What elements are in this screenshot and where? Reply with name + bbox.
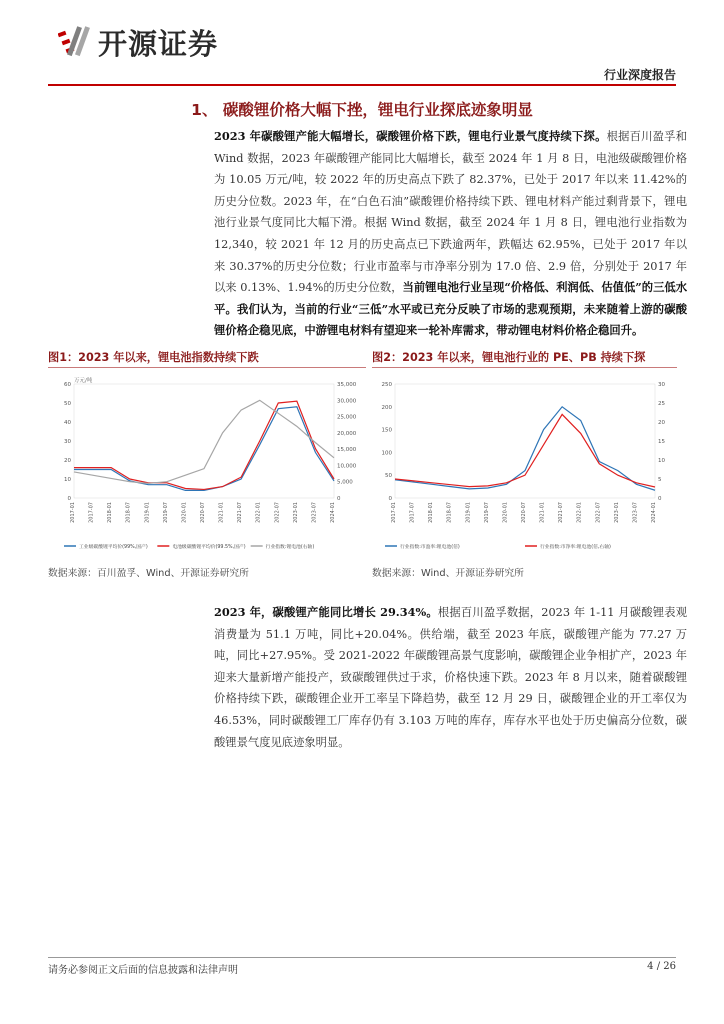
chart-2-x-tick: 2022-01 xyxy=(576,502,583,523)
chart-2-x-tick: 2023-07 xyxy=(632,502,639,523)
figure-2-title: 图2：2023 年以来，锂电池行业的 PE、PB 持续下探 xyxy=(372,351,646,364)
company-logo xyxy=(58,20,278,62)
figure-1-title: 图1：2023 年以来，锂电池指数持续下跌 xyxy=(48,351,259,364)
chart-1-x-tick: 2021-01 xyxy=(218,502,225,523)
chart-2-x-tick: 2017-07 xyxy=(409,502,416,523)
chart-1-x-tick: 2022-07 xyxy=(274,502,281,523)
chart-2-x-tick: 2018-07 xyxy=(446,502,453,523)
chart-1-y-right-tick: 15,000 xyxy=(337,447,357,454)
paragraph-1 xyxy=(214,126,687,342)
chart-1-legend-label: 工业级碳酸锂平均价(99%,国产) xyxy=(79,545,148,550)
page-number: 4 / 26 xyxy=(647,961,676,972)
paragraph-1-tail: 当前锂电池行业呈现“价格低、利润低、估值低”的三低水平。我们认为，当前的行业“三低”水平或已充分反映了市场的悲观预期，未来随着上游的碳酸锂价格企稳见底，中游锂电材料有望迎来一轮补库需求，带动锂电材料价格企稳回升。 xyxy=(214,280,688,338)
chart-1-y-left-tick: 60 xyxy=(64,382,71,388)
chart-2-y-right-tick: 0 xyxy=(658,496,662,502)
chart-2-series-line-1 xyxy=(395,407,655,490)
chart-1-series-line-2 xyxy=(74,401,334,489)
paragraph-1-lead: 2023 年碳酸锂产能大幅增长，碳酸锂价格下跌，锂电行业景气度持续下探。 xyxy=(214,129,607,143)
chart-1-y-left-tick: 20 xyxy=(64,458,71,464)
chart-2-x-tick: 2019-01 xyxy=(465,502,472,523)
chart-2-y-right-tick: 10 xyxy=(658,458,665,464)
chart-2-y-left-tick: 250 xyxy=(381,382,392,388)
chart-2-x-tick: 2017-01 xyxy=(391,502,397,523)
chart-1-x-tick: 2019-07 xyxy=(162,502,169,523)
chart-1-x-tick: 2021-07 xyxy=(237,502,244,523)
chart-1-x-tick: 2023-01 xyxy=(292,502,299,523)
figure-2-chart xyxy=(369,370,687,560)
chart-1-legend-label: 行业指数:锂电池(右轴) xyxy=(265,545,315,550)
chart-1-y-left-tick: 40 xyxy=(64,420,71,426)
header-divider xyxy=(48,84,676,86)
footer-divider xyxy=(48,957,676,958)
chart-2-y-right-tick: 30 xyxy=(658,382,665,388)
chart-2-x-tick: 2020-07 xyxy=(521,502,527,523)
chart-1-y-right-tick: 20,000 xyxy=(337,430,357,437)
chart-2-series-line-2 xyxy=(395,414,655,487)
chart-2-x-tick: 2023-01 xyxy=(613,502,620,523)
chart-1-y-left-tick: 0 xyxy=(67,496,71,502)
chart-2-y-right-tick: 5 xyxy=(658,477,662,483)
logo-text: 开源证券 xyxy=(98,27,219,61)
chart-2-plot-area xyxy=(395,384,655,498)
chart-2-x-tick: 2021-01 xyxy=(539,502,546,523)
chart-2-x-tick: 2020-01 xyxy=(502,502,509,523)
chart-2-y-left-tick: 200 xyxy=(381,404,392,411)
chart-1-series-line-1 xyxy=(74,407,334,491)
figure-1-chart xyxy=(48,370,366,560)
chart-2-x-tick: 2019-07 xyxy=(483,502,490,523)
chart-2-y-left-tick: 0 xyxy=(388,496,392,502)
chart-1-legend-label: 电池级碳酸锂平均价(99.5%,国产) xyxy=(172,545,246,550)
chart-1-x-tick: 2022-01 xyxy=(255,502,262,523)
chart-1-x-tick: 2017-01 xyxy=(70,502,76,523)
chart-1-y-right-tick: 30,000 xyxy=(337,398,357,405)
chart-1-y-right-tick: 35,000 xyxy=(337,382,357,388)
chart-2-legend-label: 行业指数:市盈率:锂电池(倍) xyxy=(400,545,460,550)
chart-1-x-tick: 2017-07 xyxy=(88,502,95,523)
paragraph-2-lead: 2023 年，碳酸锂产能同比增长 29.34%。 xyxy=(214,605,438,619)
chart-1-x-tick: 2018-07 xyxy=(125,502,132,523)
figure-1-source: 数据来源：百川盈孚、Wind、开源证券研究所 xyxy=(48,568,249,579)
chart-1-y-right-tick: 10,000 xyxy=(337,463,357,470)
chart-2-x-tick: 2024-01 xyxy=(651,502,657,523)
chart-2-y-left-tick: 50 xyxy=(385,473,392,480)
chart-1-y-left-tick: 30 xyxy=(64,439,71,445)
paragraph-2-body: 根据百川盈孚数据，2023 年 1-11 月碳酸锂表观消费量为 51.1 万吨，同比+20.04%。供给端，截至 2023 年底，碳酸锂产能为 77.27 万吨，同比+27.95%。受 2021-2022 年碳酸锂高景气度影响，碳酸锂企业争相扩产，2023 年迎来大量新增产能投产，致碳酸锂供过于求，价格快速下跌。2023 年 8 月以来，随着碳酸锂价格持续下跌，碳酸锂企业开工率呈下降趋势，截至 12 月 29 日，碳酸锂企业的开工率仅为 46.53%，同时碳酸锂工厂库存仍有 3.103 万吨的库存，库存水平也处于历史偏高分位数，碳酸锂景气度见底迹象明显。 xyxy=(214,606,687,749)
figure-2-source: 数据来源：Wind、开源证券研究所 xyxy=(372,568,524,579)
chart-1-unit-label: 万元/吨 xyxy=(74,378,93,384)
chart-2-y-right-tick: 25 xyxy=(658,401,665,407)
figure-2-rule xyxy=(372,367,677,368)
chart-2-y-left-tick: 100 xyxy=(381,450,392,457)
chart-1-y-left-tick: 10 xyxy=(64,477,71,483)
figure-1-rule xyxy=(48,367,366,368)
chart-2-x-tick: 2022-07 xyxy=(595,502,602,523)
chart-1-x-tick: 2023-07 xyxy=(311,502,318,523)
chart-1-y-right-tick: 25,000 xyxy=(337,414,357,421)
chart-2-y-right-tick: 20 xyxy=(658,420,665,426)
paragraph-2 xyxy=(214,602,687,753)
chart-2-x-tick: 2018-01 xyxy=(428,502,435,523)
chart-1-y-left-tick: 50 xyxy=(64,401,71,407)
chart-1-x-tick: 2018-01 xyxy=(107,502,114,523)
section-title: 1、 碳酸锂价格大幅下挫，锂电行业探底迹象明显 xyxy=(191,101,533,119)
chart-1-x-tick: 2019-01 xyxy=(144,502,151,523)
chart-1-y-right-tick: 5,000 xyxy=(337,479,353,486)
chart-2-y-right-tick: 15 xyxy=(658,439,665,445)
chart-2-x-tick: 2021-07 xyxy=(558,502,565,523)
chart-1-x-tick: 2024-01 xyxy=(330,502,336,523)
chart-2-y-left-tick: 150 xyxy=(381,427,392,434)
chart-1-y-right-tick: 0 xyxy=(337,496,341,502)
chart-1-x-tick: 2020-07 xyxy=(200,502,206,523)
chart-2-legend-label: 行业指数:市净率:锂电池(倍,右轴) xyxy=(540,545,611,550)
chart-1-x-tick: 2020-01 xyxy=(181,502,188,523)
logo-mark-icon xyxy=(58,20,94,62)
report-type: 行业深度报告 xyxy=(603,68,676,82)
paragraph-1-body: 根据百川盈孚和 Wind 数据，2023 年碳酸锂产能同比大幅增长，截至 2024 年 1 月 8 日，电池级碳酸锂价格为 10.05 万元/吨，较 2022 年的历史高点下跌了 82.37%，已处于 2017 年以来 11.42%的历史分位数。2023 年，在“白色石油”碳酸锂价格持续下跌、锂电材料产能过剩背景下，锂电池行业景气度同比大幅下滑。根据 Wind 数据，截至 2024 年 1 月 8 日，锂电池行业指数为 12,340，较 2021 年 12 月的历史高点已下跌逾两年，跌幅达 62.95%，已处于 2017 年以来 30.37%的历史分位数；行业市盈率与市净率分别为 17.0 倍、2.9 倍，分别处于 2017 年以来 0.13%、1.94%的历史分位数， xyxy=(214,130,687,295)
footer-disclaimer: 请务必参阅正文后面的信息披露和法律声明 xyxy=(48,965,238,976)
